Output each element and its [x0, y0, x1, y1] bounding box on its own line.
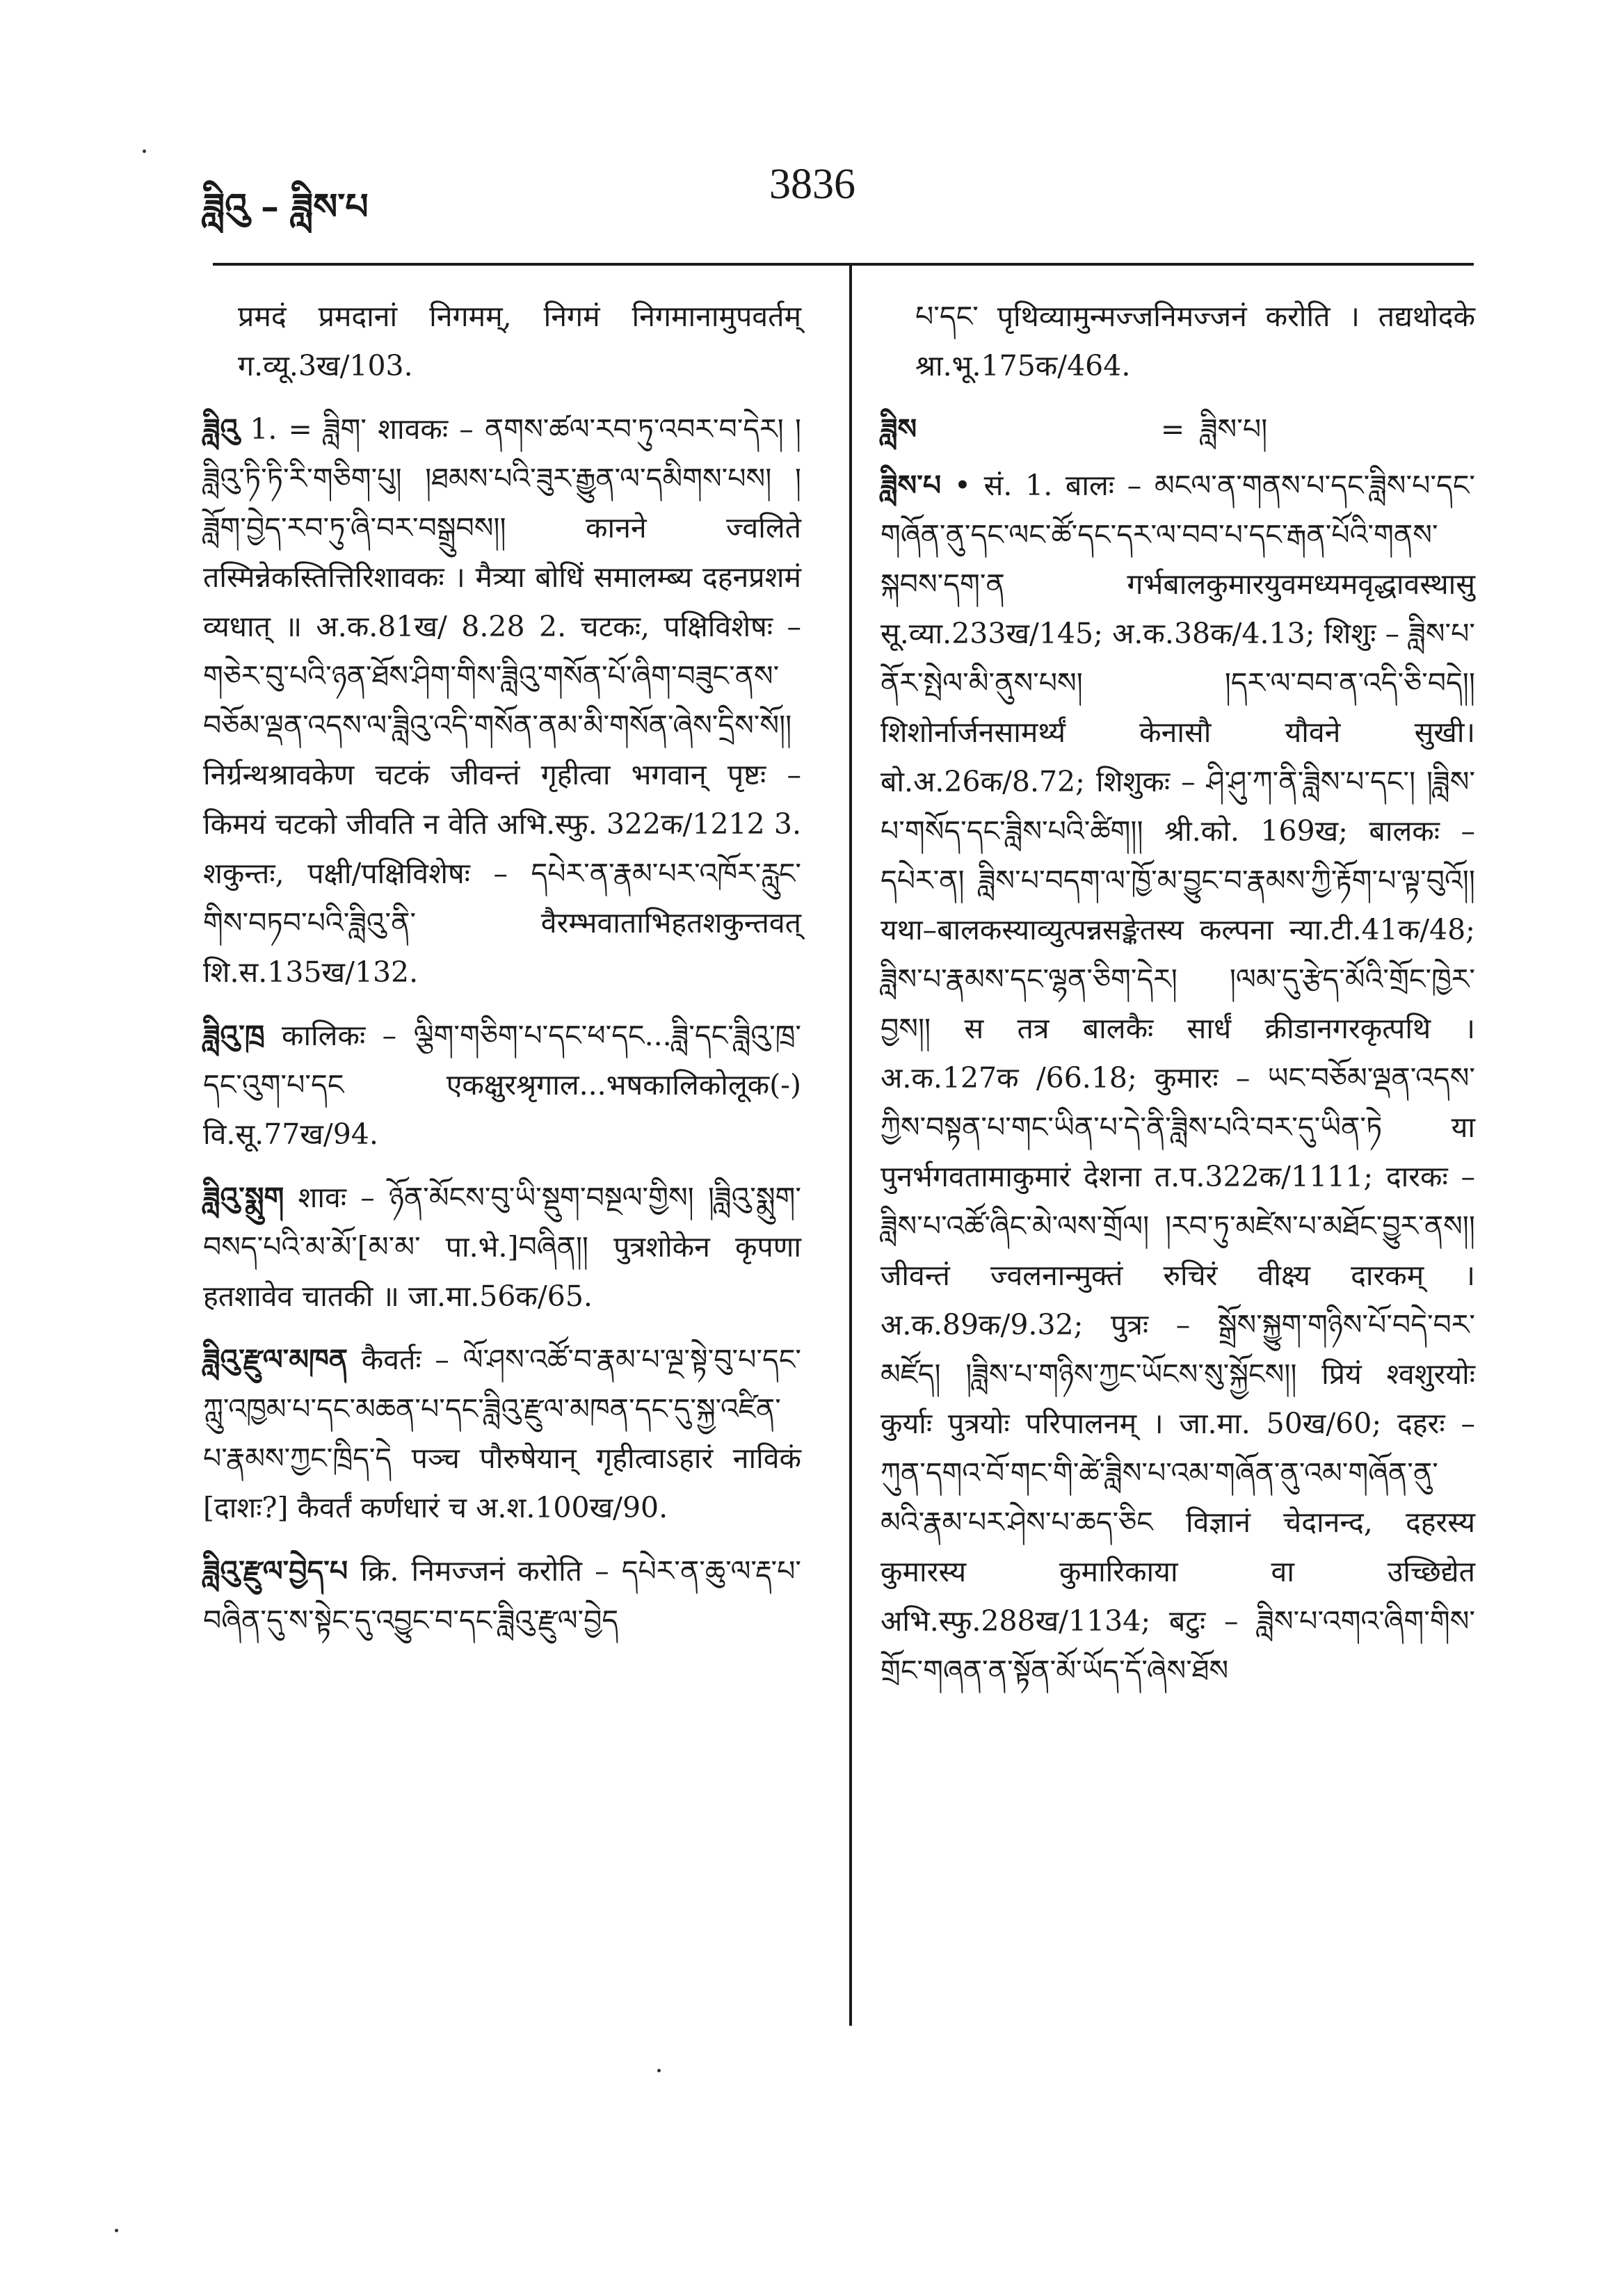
headword: ཟླིའུ་ཁྲ	[203, 1019, 265, 1052]
headword: ཟླིའུ་རྫུལ་མཁན	[203, 1343, 348, 1376]
headword: ཟླིས་པ	[881, 469, 942, 502]
dictionary-entry	[203, 1335, 801, 1533]
equals-sign: =	[1160, 412, 1185, 446]
entry-continuation	[203, 292, 801, 391]
scan-speck	[657, 2069, 661, 2072]
headword: ཟླིས	[881, 412, 917, 446]
headword: ཟླིའུ་རྫུལ་བྱེད་པ	[203, 1554, 348, 1588]
column-divider	[849, 263, 852, 2026]
entry-text: कैवर्तः – ལོ་ཤས་འཚོ་བ་རྣམ་པ་ལྔ་སྟེ་བུ་པ་དང་ཀླུ་འཁྱམ་པ་དང་མཆན་པ་དང་ཟླིའུ་རྫུལ་མཁན་དང་དུ་སྐྱ་འཛིན་པ་རྣམས་ཀྱང་ཁྲིད་དེ पञ्च पौरुषेयान् गृहीत्वाऽहारं नाविकं [दाशः?] कैवर्तं कर्णधारं च अ.श.100ख/90.	[203, 1343, 801, 1524]
scan-speck	[115, 2229, 118, 2232]
dictionary-entry	[203, 1173, 801, 1321]
page-header	[0, 160, 1624, 228]
dictionary-entry	[203, 1547, 801, 1645]
dictionary-entry	[203, 405, 801, 997]
entry-text: 1. = ཟླིག་ शावकः – ནགས་ཚལ་རབ་ཏུ་འབར་བ་དེར། །ཟླིའུ་ཏི་ཏི་རི་གཅིག་པུ། །ཐམས་པའི་ཟུར་རྒྱུན་ལ་དམིགས་པས། །ཟློག་བྱེད་རབ་ཏུ་ཞི་བར་བསྒྲུབས།། कानने ज्वलिते तस्मिन्नेकस्तित्तिरिशावकः । मैत्र्या बोधिं समालम्ब्य दहनप्रशमं व्यधात् ॥ अ.क.81ख/ 8.28 2. चटकः, पक्षिविशेषः – གཅེར་བུ་པའི་ཉན་ཐོས་ཤིག་གིས་ཟླིའུ་གསོན་པོ་ཞིག་བཟུང་ནས་བཅོམ་ལྡན་འདས་ལ་ཟླིའུ་འདི་གསོན་ནམ་མི་གསོན་ཞེས་དྲིས་སོ།། निर्ग्रन्थश्रावकेण चटकं जीवन्तं गृहीत्वा भगवान् पृष्टः – किमयं चटको जीवति न वेति अभि.स्फु. 322क/1212 3. शकुन्तः, पक्षी/पक्षिविशेषः – དཔེར་ན་རྣམ་པར་འཁོར་རླུང་གིས་བཏབ་པའི་ཟླིའུ་ནི་ वैरम्भवाताभिहतशकुन्तवत् शि.स.135ख/132.	[203, 412, 801, 989]
entry-text: པ་དང་ पृथिव्यामुन्मज्जनिमज्जनं करोति । तद्यथोदके श्रा.भू.175क/464.	[915, 300, 1475, 382]
headword: ཟླིའུ	[203, 412, 239, 446]
entry-text: कालिकः – ལྕིག་གཅིག་པ་དང་ཕ་དང...ཟླི་དང་ཟླིའུ་ཁྲ་དང་འུག་པ་དང एकक्षुरश्रृगाल...भषकालिकोलूक(-) वि.सू.77ख/94.	[203, 1019, 801, 1151]
running-head: ཟླིའུ – ཟླིས་པ	[203, 186, 369, 228]
entry-continuation	[881, 292, 1475, 391]
header-rule	[213, 263, 1474, 266]
entry-text: क्रि. निमज्जनं करोति – དཔེར་ན་ཆུ་ལ་རྡ་པ་བཞིན་དུ་ས་སྟེང་དུ་འབྱུང་བ་དང་ཟླིའུ་རྫུལ་བྱེད	[203, 1554, 801, 1637]
page-number: 3836	[769, 161, 855, 208]
scan-speck	[143, 150, 146, 153]
dictionary-entry	[881, 461, 1475, 1695]
headword: ཟླིའུ་སྨུག	[203, 1181, 284, 1214]
dictionary-entry	[203, 1011, 801, 1159]
entry-text: • सं. 1. बालः – མངལ་ན་གནས་པ་དང་ཟླིས་པ་དང་གཞོན་ནུ་དང་ལང་ཚོ་དང་དར་ལ་བབ་པ་དང་རྒན་པོའི་གནས་སྐབས་དག་ན गर्भबालकुमारयुवमध्यमवृद्धावस्थासु सू.व्या.233ख/145; अ.क.38क/4.13; शिशुः – ཟླིས་པ་ནོར་སྤེལ་མི་ནུས་པས། །དར་ལ་བབ་ན་འདི་ཅི་བདེ།། शिशोर्नार्जनसामर्थ्यं केनासौ यौवने सुखी। बो.अ.26क/8.72; शिशुकः – ཤི་ཤུ་ཀ་ནི་ཟླིས་པ་དང་། །ཟླིས་པ་གསོད་དང་ཟླིས་པའི་ཚིག།། श्री.को. 169ख; बालकः – དཔེར་ན། ཟླིས་པ་བདག་ལ་ཁྱོ་མ་བྱུང་བ་རྣམས་ཀྱི་རྟོག་པ་ལྟ་བུའོ།། यथा–बालकस्याव्युत्पन्नसङ्केतस्य कल्पना न्या.टी.41क/48; ཟླིས་པ་རྣམས་དང་ལྷན་ཅིག་དེར། །ལམ་དུ་རྩེད་མོའི་གྲོང་ཁྱེར་བྱས།། स तत्र बालकैः सार्धं क्रीडानगरकृत्पथि । अ.क.127क /66.18; कुमारः – ཡང་བཅོམ་ལྡན་འདས་ཀྱིས་བསྟན་པ་གང་ཡིན་པ་དེ་ནི་ཟླིས་པའི་བར་དུ་ཡིན་ཏེ या पुनर्भगवतामाकुमारं देशना त.प.322क/1111; दारकः – ཟླིས་པ་འཚོ་ཞིང་མེ་ལས་གྲོལ། །རབ་ཏུ་མཛེས་པ་མཐོང་བྱུར་ནས།། जीवन्तं ज्वलनान्मुक्तं रुचिरं वीक्ष्य दारकम् । अ.क.89क/9.32; पुत्रः – སྒྲོས་སྐྱུག་གཉིས་པོ་བདེ་བར་མཛོད། །ཟླིས་པ་གཉིས་ཀྱང་ཡོངས་སུ་སྐྱོངས།། प्रियं श्वशुरयोः कुर्याः पुत्रयोः परिपालनम् । जा.मा. 50ख/60; दहरः – ཀུན་དགའ་བོ་གང་གི་ཚེ་ཟླིས་པ་འམ་གཞོན་ནུ་འམ་གཞོན་ནུ་མའི་རྣམ་པར་ཤེས་པ་ཆད་ཅིང विज्ञानं चेदानन्द, दहरस्य कुमारस्य कुमारिकाया वा उच्छिद्येत अभि.स्फु.288ख/1134; बटुः – ཟླིས་པ་འགའ་ཞིག་གིས་གྲོང་གཞན་ན་སྟོན་མོ་ཡོད་དོ་ཞེས་ཐོས	[881, 469, 1475, 1687]
entry-text: प्रमदं प्रमदानां निगमम्, निगमं निगमानामुपवर्तम् ग.व्यू.3ख/103.	[238, 300, 801, 382]
cross-reference-entry	[881, 405, 1475, 454]
left-column	[203, 292, 801, 1659]
cross-reference-target: ཟླིས་པ།	[1200, 412, 1268, 446]
entry-text: शावः – ཉོན་མོངས་བུ་ཡི་སྡུག་བསྔལ་གྱིས། །ཟླིའུ་སྨུག་བསད་པའི་མ་མོ་[མ་མ་ पा.भे.]བཞིན།། पुत्रशोकेन कृपणा हतशावेव चातकी ॥ जा.मा.56क/65.	[203, 1181, 801, 1313]
right-column	[881, 292, 1475, 1709]
